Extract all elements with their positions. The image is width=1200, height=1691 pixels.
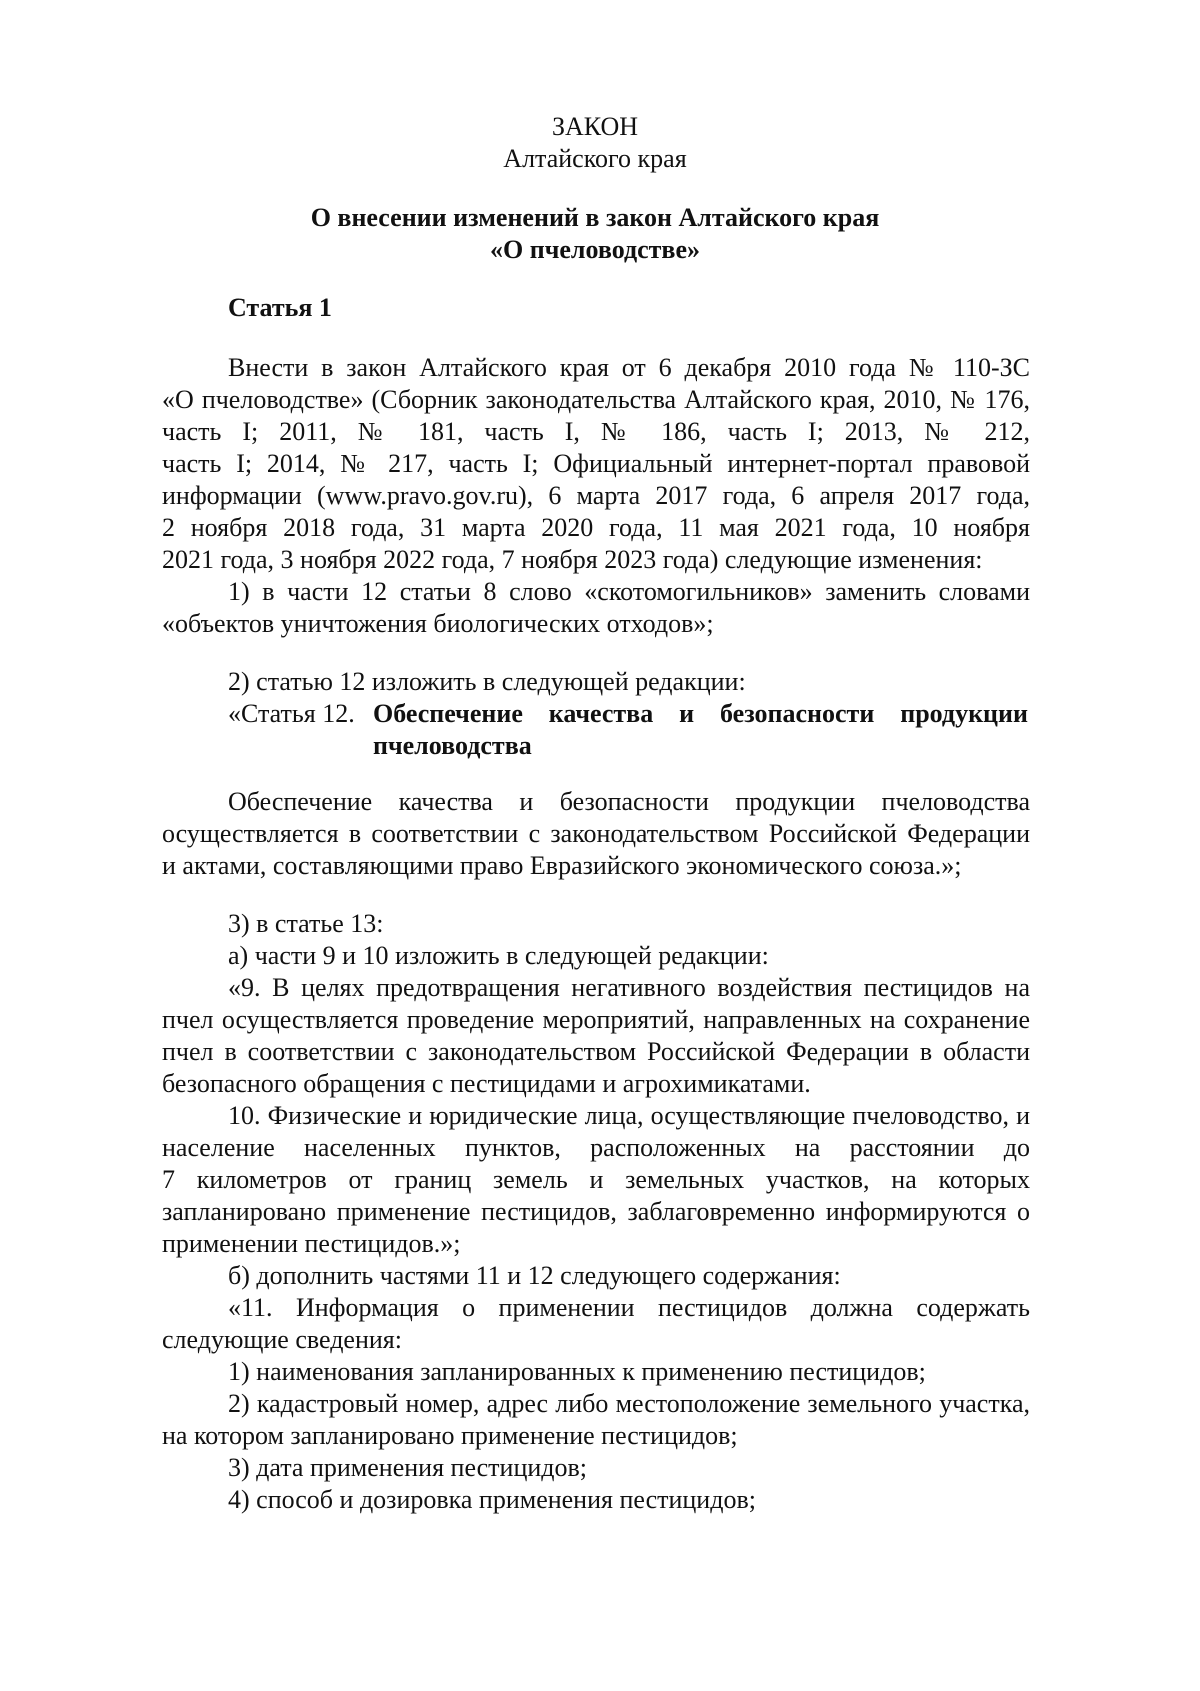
part-11-line: «11. Информация о применении пестицидов должна содержать bbox=[228, 1293, 1030, 1322]
sub-item-4: 4) способ и дозировка применения пестицидов; bbox=[228, 1485, 756, 1514]
part-9-line: «9. В целях предотвращения негативного воздействия пестицидов на bbox=[228, 973, 1030, 1002]
item-3b: б) дополнить частями 11 и 12 следующего содержания: bbox=[228, 1261, 841, 1290]
part-9-line: безопасного обращения с пестицидами и агрохимикатами. bbox=[162, 1069, 811, 1098]
article-12-name: Обеспечение качества и безопасности продукции пчеловодства bbox=[373, 699, 1028, 760]
intro-line: Внести в закон Алтайского края от 6 декабря 2010 года № 110-ЗС bbox=[228, 353, 1030, 382]
article-12-body-line: осуществляется в соответствии с законодательством Российской Федерации bbox=[162, 819, 1030, 848]
part-10-line: 7 километров от границ земель и земельных участков, на которых bbox=[162, 1165, 1030, 1194]
sub-item-1: 1) наименования запланированных к применению пестицидов; bbox=[228, 1357, 926, 1386]
part-10-line: применении пестицидов.»; bbox=[162, 1229, 461, 1258]
article-12-body-line: и актами, составляющими право Евразийского экономического союза.»; bbox=[162, 851, 962, 880]
part-9-line: пчел осуществляется проведение мероприятий, направленных на сохранение bbox=[162, 1005, 1030, 1034]
part-9-line: пчел в соответствии с законодательством Российской Федерации в области bbox=[162, 1037, 1030, 1066]
part-10-line: население населенных пунктов, расположенных на расстоянии до bbox=[162, 1133, 1030, 1162]
intro-line: «О пчеловодстве» (Сборник законодательства Алтайского края, 2010, № 176, bbox=[162, 385, 1030, 414]
doc-type: ЗАКОН bbox=[551, 112, 639, 141]
sub-item-3: 3) дата применения пестицидов; bbox=[228, 1453, 588, 1482]
part-10-line: запланировано применение пестицидов, заблаговременно информируются о bbox=[162, 1197, 1030, 1226]
part-10-line: 10. Физические и юридические лица, осуществляющие пчеловодство, и bbox=[228, 1101, 1030, 1130]
intro-line: часть I; 2014, № 217, часть I; Официальный интернет-портал правовой bbox=[162, 449, 1030, 478]
item-2: 2) статью 12 изложить в следующей редакции: bbox=[228, 667, 746, 696]
law-title-line-2: «О пчеловодстве» bbox=[489, 235, 700, 264]
intro-line: 2021 года, 3 ноября 2022 года, 7 ноября 2023 года) следующие изменения: bbox=[162, 545, 983, 574]
item-3: 3) в статье 13: bbox=[228, 909, 384, 938]
sub-item-2-line: на котором запланировано применение пестицидов; bbox=[162, 1421, 738, 1450]
item-1-line: «объектов уничтожения биологических отходов»; bbox=[162, 609, 714, 638]
intro-line: часть I; 2011, № 181, часть I, № 186, часть I; 2013, № 212, bbox=[162, 417, 1030, 446]
item-3a: а) части 9 и 10 изложить в следующей редакции: bbox=[228, 941, 769, 970]
item-1-line: 1) в части 12 статьи 8 слово «скотомогильников» заменить словами bbox=[228, 577, 1030, 606]
article-heading: Статья 1 bbox=[228, 293, 332, 322]
intro-line: информации (www.pravo.gov.ru), 6 марта 2017 года, 6 апреля 2017 года, bbox=[162, 481, 1030, 510]
sub-item-2-line: 2) кадастровый номер, адрес либо местоположение земельного участка, bbox=[228, 1389, 1030, 1418]
article-12-label: «Статья 12. bbox=[228, 699, 355, 728]
article-12-body-line: Обеспечение качества и безопасности продукции пчеловодства bbox=[228, 787, 1030, 816]
law-title-line-1: О внесении изменений в закон Алтайского края bbox=[310, 203, 880, 232]
part-11-line: следующие сведения: bbox=[162, 1325, 402, 1354]
region-name: Алтайского края bbox=[503, 144, 687, 173]
article-12-title bbox=[228, 698, 1030, 762]
intro-line: 2 ноября 2018 года, 31 марта 2020 года, 11 мая 2021 года, 10 ноября bbox=[162, 513, 1030, 542]
